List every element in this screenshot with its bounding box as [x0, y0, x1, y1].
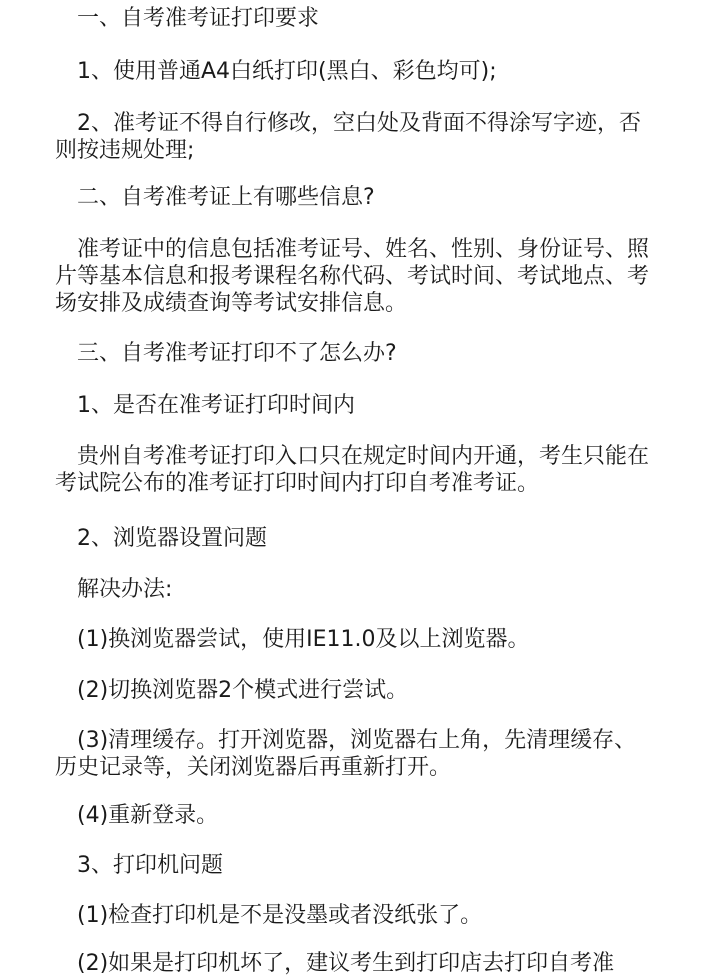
- info-paragraph: 准考证中的信息包括准考证号、姓名、性别、身份证号、照片等基本信息和报考课程名称代码、考试时间、考试地点、考场安排及成绩查询等考试安排信息。: [55, 237, 650, 316]
- subsection-heading-1: 1、是否在准考证打印时间内: [55, 393, 355, 418]
- section-heading-2: 二、自考准考证上有哪些信息?: [55, 185, 375, 210]
- printer-item-1: (1)检查打印机是不是没墨或者没纸张了。: [55, 903, 483, 928]
- solution-item-2: (2)切换浏览器2个模式进行尝试。: [55, 678, 409, 703]
- subsection-heading-2: 2、浏览器设置问题: [55, 526, 267, 551]
- solution-label: 解决办法:: [55, 577, 173, 602]
- solution-item-3: (3)清理缓存。打开浏览器，浏览器右上角，先清理缓存、历史记录等，关闭浏览器后再重新打开。: [55, 728, 637, 780]
- section-heading-1: 一、自考准考证打印要求: [55, 6, 320, 31]
- subsection-heading-3: 3、打印机问题: [55, 853, 223, 878]
- solution-item-4: (4)重新登录。: [55, 803, 219, 828]
- print-window-paragraph: 贵州自考准考证打印入口只在规定时间内开通，考生只能在考试院公布的准考证打印时间内打印自考准考证。: [55, 444, 650, 496]
- solution-item-1: (1)换浏览器尝试，使用IE11.0及以上浏览器。: [55, 627, 530, 652]
- section-heading-3: 三、自考准考证打印不了怎么办?: [55, 341, 397, 366]
- requirement-item-2: 2、准考证不得自行修改，空白处及背面不得涂写字迹，否则按违规处理;: [55, 111, 641, 163]
- requirement-item-1: 1、使用普通A4白纸打印(黑白、彩色均可);: [55, 59, 497, 84]
- printer-item-2: (2)如果是打印机坏了，建议考生到打印店去打印自考准: [55, 951, 615, 976]
